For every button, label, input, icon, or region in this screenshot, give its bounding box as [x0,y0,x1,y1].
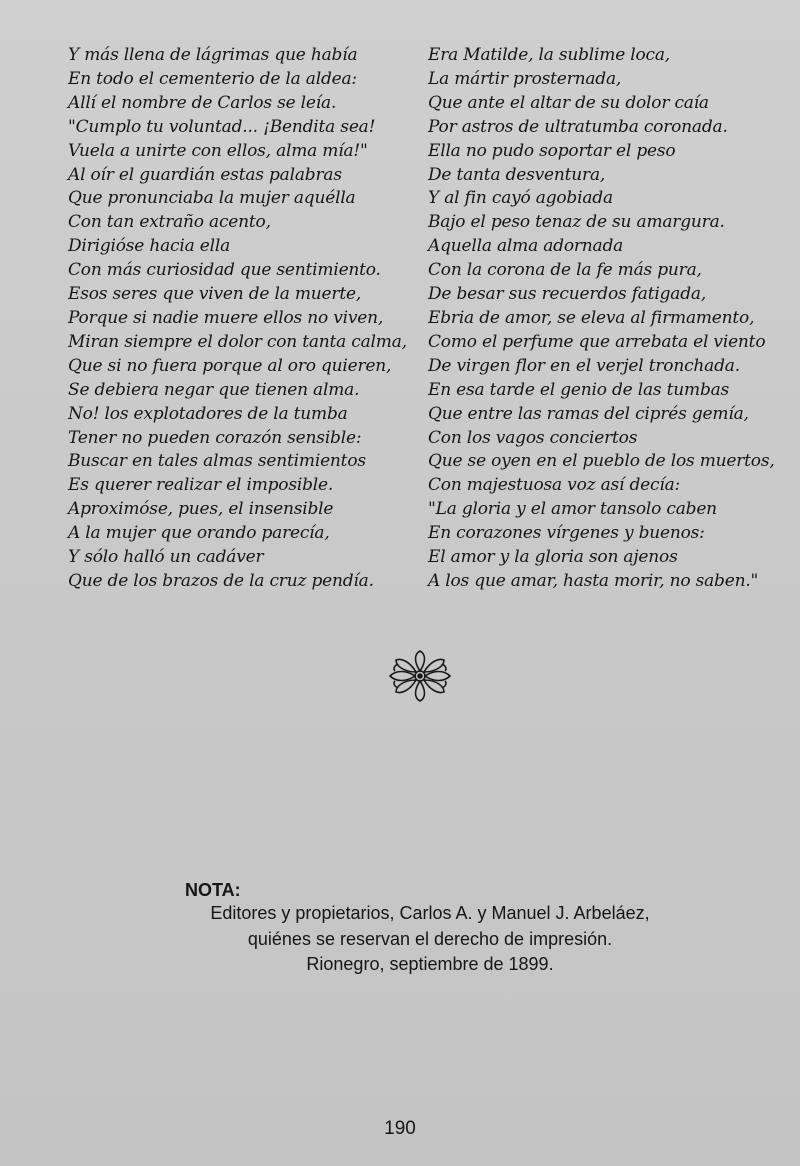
verse-line: Y más llena de lágrimas que había [68,45,358,65]
verse-line: Aproximóse, pues, el insensible [68,499,334,520]
verse-line: Tener no pueden corazón sensible: [68,427,362,448]
floral-ornament-icon [384,648,456,704]
verse-line: Como el perfume que arrebata el viento [428,331,766,352]
verse-line: Y sólo halló un cadáver [68,547,264,568]
verse-line: Ella no pudo soportar el peso [428,140,676,161]
verse-line: Con más curiosidad que sentimiento. [68,260,381,281]
verse-line: Ebria de amor, se eleva al firmamento, [428,307,755,328]
verse-line: Que si no fuera porque al oro quieren, [68,355,392,376]
verse-line: El amor y la gloria son ajenos [428,547,678,568]
verse-line: A la mujer que orando parecía, [68,523,330,544]
verse-line: Que se oyen en el pueblo de los muertos, [428,451,775,472]
verse-line: A los que amar, hasta morir, no saben." [428,570,759,591]
verse-line: Porque si nadie muere ellos no viven, [68,307,384,328]
verse-line: Buscar en tales almas sentimientos [68,451,366,472]
verse-line: Es querer realizar el imposible. [68,475,334,496]
page-number: 190 [384,1118,416,1139]
verse-line: En todo el cementerio de la aldea: [68,68,357,89]
verse-line: "Cumplo tu voluntad... ¡Bendita sea! [68,116,376,137]
verse-line: Que entre las ramas del ciprés gemía, [428,403,749,424]
note-line: quiénes se reservan el derecho de impresión. [247,929,613,949]
verse-line: Al oír el guardián estas palabras [68,164,342,185]
verse-line: Con tan extraño acento, [68,212,271,233]
verse-line: "La gloria y el amor tansolo caben [428,499,717,520]
verse-line: Con la corona de la fe más pura, [428,260,702,281]
verse-line: Bajo el peso tenaz de su amargura. [428,212,725,233]
poem-right-column [428,44,778,594]
verse-line: Que ante el altar de su dolor caía [428,92,709,113]
verse-line: De virgen flor en el verjel tronchada. [428,355,740,376]
verse-line: De besar sus recuerdos fatigada, [428,284,707,305]
verse-line: Vuela a unirte con ellos, alma mía!" [68,140,368,161]
verse-line: Con los vagos conciertos [428,427,638,448]
verse-line: Se debiera negar que tienen alma. [68,379,360,400]
verse-line: Miran siempre el dolor con tanta calma, [68,331,407,352]
note-title: NOTA: [185,880,241,900]
verse-line: Era Matilde, la sublime loca, [428,45,670,65]
verse-line: De tanta desventura, [428,164,606,185]
poem-left-column [68,44,407,594]
verse-line: Que de los brazos de la cruz pendía. [68,570,374,591]
verse-line: Aquella alma adornada [428,236,624,257]
verse-line: En esa tarde el genio de las tumbas [428,379,730,400]
note-line: Rionegro, septiembre de 1899. [306,954,554,974]
verse-line: En corazones vírgenes y buenos: [428,523,705,544]
verse-line: La mártir prosternada, [428,68,622,89]
verse-line: No! los explotadores de la tumba [68,403,348,424]
note-line: Editores y propietarios, Carlos A. y Manuel J. Arbeláez, [210,903,650,923]
verse-line: Esos seres que viven de la muerte, [68,284,362,305]
verse-line: Que pronunciaba la mujer aquélla [68,188,356,209]
verse-line: Dirigióse hacia ella [68,236,231,257]
verse-line: Y al fin cayó agobiada [428,188,613,209]
verse-line: Con majestuosa voz así decía: [428,475,681,496]
verse-line: Por astros de ultratumba coronada. [428,116,728,137]
verse-line: Allí el nombre de Carlos se leía. [68,92,337,113]
